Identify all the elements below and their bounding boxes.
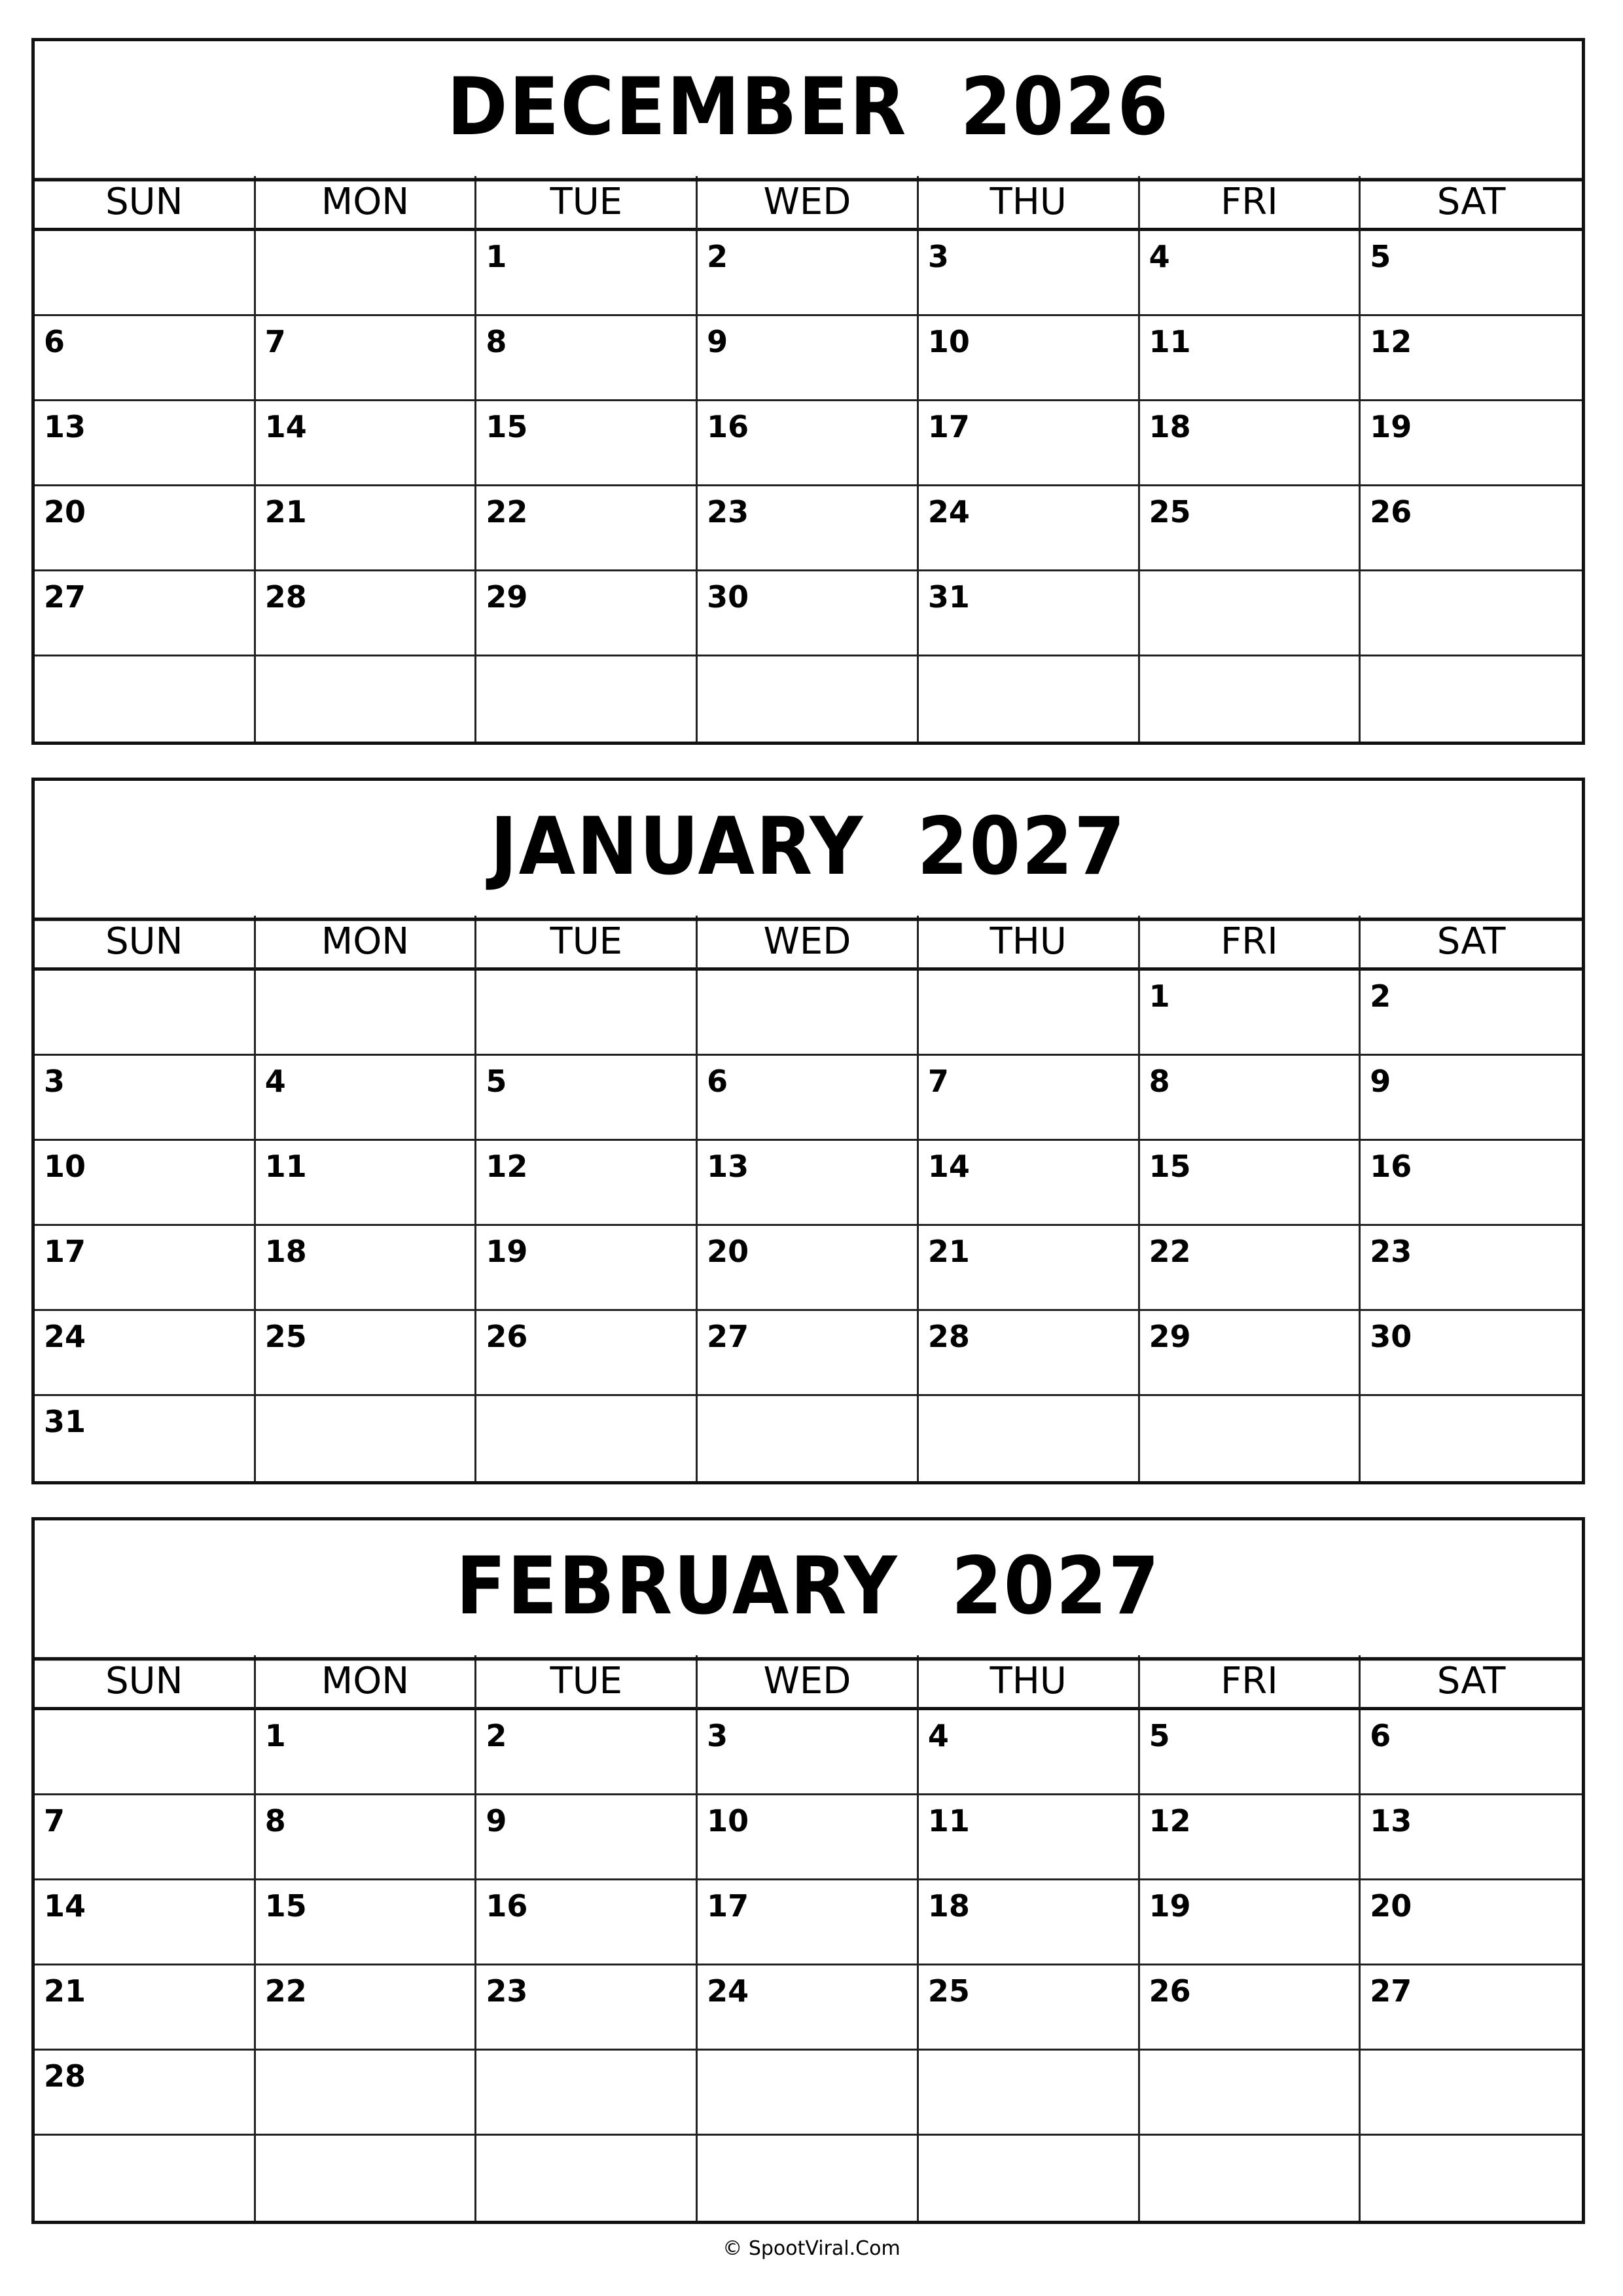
day-cell: [476, 316, 698, 401]
day-cell: [256, 1141, 477, 1226]
day-cell: [1361, 1141, 1582, 1226]
day-cell: [1140, 1965, 1361, 2051]
day-cell: [1361, 316, 1582, 401]
day-number: 19: [1370, 409, 1412, 444]
day-cell: [698, 231, 919, 316]
day-number: 23: [1370, 1234, 1412, 1269]
day-cell: [919, 1795, 1140, 1880]
day-cell: [698, 971, 919, 1056]
day-number: 23: [707, 494, 749, 529]
day-cell: [35, 571, 256, 656]
day-number: 2: [486, 1718, 507, 1753]
day-cell: [1140, 571, 1361, 656]
day-number: 10: [707, 1803, 749, 1839]
day-number: 11: [927, 1803, 970, 1839]
day-cell: [919, 1710, 1140, 1795]
day-number: 23: [486, 1973, 528, 2009]
day-cell: [256, 2051, 477, 2136]
day-cell: [256, 1710, 477, 1795]
day-cell: [1140, 401, 1361, 486]
day-number: 15: [486, 409, 528, 444]
day-number: 7: [44, 1803, 65, 1839]
day-cell: [256, 231, 477, 316]
day-cell: [256, 486, 477, 571]
day-cell: [698, 316, 919, 401]
day-cell: [35, 486, 256, 571]
day-number: 12: [1370, 324, 1412, 359]
day-number: 25: [264, 1319, 307, 1354]
day-cell: [476, 656, 698, 742]
day-number: 10: [927, 324, 970, 359]
day-cell: [1140, 1396, 1361, 1481]
day-number: 26: [486, 1319, 528, 1354]
month-title: DECEMBER 2026: [35, 36, 1582, 181]
day-cell: [476, 971, 698, 1056]
day-number: 19: [486, 1234, 528, 1269]
day-number: 12: [1149, 1803, 1191, 1839]
day-cell: [256, 971, 477, 1056]
day-cell: [698, 656, 919, 742]
day-number: 21: [44, 1973, 86, 2009]
day-cell: [919, 486, 1140, 571]
day-number: 28: [264, 579, 307, 615]
day-number: 29: [1149, 1319, 1191, 1354]
day-cell: [1361, 656, 1582, 742]
day-cell: [35, 971, 256, 1056]
day-number: 30: [707, 579, 749, 615]
weekday-header: SUN: [35, 916, 256, 971]
day-number: 16: [1370, 1149, 1412, 1184]
day-number: 22: [1149, 1234, 1191, 1269]
day-number: 4: [1149, 239, 1170, 274]
day-cell: [919, 2136, 1140, 2221]
day-cell: [1361, 1396, 1582, 1481]
day-cell: [919, 1311, 1140, 1396]
day-cell: [698, 486, 919, 571]
day-number: 24: [927, 494, 970, 529]
weekday-header: MON: [256, 176, 477, 231]
day-cell: [35, 231, 256, 316]
weekday-header: THU: [919, 1655, 1140, 1710]
day-cell: [1361, 401, 1582, 486]
day-cell: [1140, 1795, 1361, 1880]
day-cell: [476, 1311, 698, 1396]
day-cell: [1140, 1226, 1361, 1311]
day-number: 9: [486, 1803, 507, 1839]
day-cell: [1361, 486, 1582, 571]
day-number: 14: [264, 409, 307, 444]
day-number: 5: [486, 1064, 507, 1099]
weekday-header: FRI: [1140, 916, 1361, 971]
day-number: 17: [44, 1234, 86, 1269]
weekday-header: SAT: [1361, 916, 1582, 971]
day-cell: [1361, 1880, 1582, 1965]
day-number: 10: [44, 1149, 86, 1184]
day-cell: [1361, 1965, 1582, 2051]
day-cell: [35, 1396, 256, 1481]
day-cell: [35, 1880, 256, 1965]
day-cell: [1140, 2136, 1361, 2221]
day-number: 21: [927, 1234, 970, 1269]
day-cell: [35, 1226, 256, 1311]
weekday-header: WED: [698, 1655, 919, 1710]
day-cell: [1140, 1056, 1361, 1141]
day-cell: [35, 1795, 256, 1880]
day-number: 13: [44, 409, 86, 444]
day-cell: [476, 2051, 698, 2136]
day-cell: [698, 1880, 919, 1965]
day-cell: [1140, 971, 1361, 1056]
weekday-header: SUN: [35, 176, 256, 231]
weekday-header: FRI: [1140, 176, 1361, 231]
month-grid: [35, 1655, 1582, 2221]
day-cell: [698, 2051, 919, 2136]
month-calendar: [31, 1517, 1585, 2224]
day-cell: [1140, 1880, 1361, 1965]
day-cell: [1140, 486, 1361, 571]
day-cell: [476, 571, 698, 656]
day-number: 6: [44, 324, 65, 359]
day-number: 16: [707, 409, 749, 444]
day-cell: [256, 1056, 477, 1141]
day-number: 28: [927, 1319, 970, 1354]
day-number: 26: [1370, 494, 1412, 529]
day-cell: [476, 231, 698, 316]
weekday-header: SAT: [1361, 1655, 1582, 1710]
day-cell: [256, 1311, 477, 1396]
day-number: 22: [486, 494, 528, 529]
day-cell: [476, 2136, 698, 2221]
day-cell: [1140, 316, 1361, 401]
day-cell: [35, 1141, 256, 1226]
day-cell: [256, 1880, 477, 1965]
day-number: 3: [927, 239, 949, 274]
day-number: 20: [707, 1234, 749, 1269]
day-cell: [919, 656, 1140, 742]
day-cell: [476, 1795, 698, 1880]
day-number: 1: [264, 1718, 286, 1753]
day-cell: [476, 1396, 698, 1481]
day-number: 29: [486, 579, 528, 615]
day-number: 11: [1149, 324, 1191, 359]
day-number: 2: [1370, 978, 1391, 1014]
weekday-header: MON: [256, 916, 477, 971]
day-number: 3: [707, 1718, 728, 1753]
day-cell: [698, 2136, 919, 2221]
day-number: 6: [1370, 1718, 1391, 1753]
day-number: 15: [264, 1888, 307, 1924]
day-cell: [35, 2051, 256, 2136]
day-number: 6: [707, 1064, 728, 1099]
day-cell: [476, 1226, 698, 1311]
day-number: 8: [1149, 1064, 1170, 1099]
day-cell: [476, 486, 698, 571]
day-cell: [698, 571, 919, 656]
day-cell: [698, 1311, 919, 1396]
day-number: 26: [1149, 1973, 1191, 2009]
day-number: 9: [1370, 1064, 1391, 1099]
day-number: 1: [486, 239, 507, 274]
weekday-header: SUN: [35, 1655, 256, 1710]
day-number: 9: [707, 324, 728, 359]
day-number: 27: [1370, 1973, 1412, 2009]
weekday-header: MON: [256, 1655, 477, 1710]
day-cell: [919, 1396, 1140, 1481]
day-cell: [35, 316, 256, 401]
day-cell: [256, 1965, 477, 2051]
month-title: FEBRUARY 2027: [35, 1515, 1582, 1660]
day-cell: [698, 401, 919, 486]
day-cell: [256, 1795, 477, 1880]
day-cell: [256, 316, 477, 401]
day-cell: [1361, 2136, 1582, 2221]
day-cell: [476, 1141, 698, 1226]
day-number: 15: [1149, 1149, 1191, 1184]
day-number: 27: [707, 1319, 749, 1354]
day-number: 18: [1149, 409, 1191, 444]
day-cell: [256, 656, 477, 742]
day-number: 1: [1149, 978, 1170, 1014]
day-cell: [919, 2051, 1140, 2136]
day-cell: [698, 1795, 919, 1880]
footer-copyright: © SpootViral.Com: [722, 2237, 901, 2260]
day-cell: [698, 1965, 919, 2051]
month-title: JANUARY 2027: [35, 776, 1582, 921]
day-cell: [919, 1056, 1140, 1141]
day-cell: [1361, 2051, 1582, 2136]
day-cell: [1140, 1141, 1361, 1226]
day-number: 8: [264, 1803, 286, 1839]
day-cell: [476, 1965, 698, 2051]
weekday-header: FRI: [1140, 1655, 1361, 1710]
day-cell: [698, 1710, 919, 1795]
day-number: 25: [1149, 494, 1191, 529]
day-number: 22: [264, 1973, 307, 2009]
day-cell: [476, 1056, 698, 1141]
weekday-header: WED: [698, 176, 919, 231]
day-number: 4: [927, 1718, 949, 1753]
day-cell: [919, 1141, 1140, 1226]
day-number: 28: [44, 2058, 86, 2094]
day-number: 7: [927, 1064, 949, 1099]
weekday-header: TUE: [476, 916, 698, 971]
day-number: 4: [264, 1064, 286, 1099]
day-number: 3: [44, 1064, 65, 1099]
weekday-header: THU: [919, 916, 1140, 971]
day-cell: [698, 1396, 919, 1481]
day-cell: [35, 401, 256, 486]
day-number: 13: [707, 1149, 749, 1184]
day-number: 30: [1370, 1319, 1412, 1354]
day-cell: [256, 1226, 477, 1311]
day-number: 11: [264, 1149, 307, 1184]
day-number: 31: [927, 579, 970, 615]
day-cell: [919, 231, 1140, 316]
day-number: 8: [486, 324, 507, 359]
day-number: 16: [486, 1888, 528, 1924]
day-cell: [919, 1226, 1140, 1311]
day-cell: [1361, 571, 1582, 656]
day-cell: [1361, 1795, 1582, 1880]
month-calendar: [31, 778, 1585, 1484]
day-number: 14: [44, 1888, 86, 1924]
day-number: 19: [1149, 1888, 1191, 1924]
day-cell: [256, 1396, 477, 1481]
day-cell: [919, 316, 1140, 401]
day-cell: [1140, 1311, 1361, 1396]
day-cell: [1140, 656, 1361, 742]
day-number: 5: [1149, 1718, 1170, 1753]
day-number: 24: [44, 1319, 86, 1354]
day-number: 18: [264, 1234, 307, 1269]
day-number: 12: [486, 1149, 528, 1184]
day-cell: [1361, 231, 1582, 316]
day-cell: [476, 1880, 698, 1965]
day-number: 17: [927, 409, 970, 444]
day-cell: [256, 2136, 477, 2221]
day-cell: [1361, 971, 1582, 1056]
day-cell: [698, 1056, 919, 1141]
day-cell: [476, 401, 698, 486]
month-grid: [35, 176, 1582, 742]
month-grid: [35, 916, 1582, 1481]
day-cell: [919, 1965, 1140, 2051]
day-number: 14: [927, 1149, 970, 1184]
day-cell: [256, 571, 477, 656]
day-number: 31: [44, 1404, 86, 1439]
day-cell: [1361, 1311, 1582, 1396]
day-number: 24: [707, 1973, 749, 2009]
month-calendar: [31, 38, 1585, 745]
day-cell: [35, 656, 256, 742]
day-cell: [919, 1880, 1140, 1965]
day-number: 5: [1370, 239, 1391, 274]
weekday-header: THU: [919, 176, 1140, 231]
day-number: 2: [707, 239, 728, 274]
day-number: 17: [707, 1888, 749, 1924]
day-cell: [919, 401, 1140, 486]
day-cell: [1140, 1710, 1361, 1795]
day-cell: [919, 971, 1140, 1056]
day-cell: [919, 571, 1140, 656]
weekday-header: TUE: [476, 1655, 698, 1710]
day-cell: [698, 1141, 919, 1226]
day-cell: [35, 1965, 256, 2051]
day-cell: [35, 1311, 256, 1396]
day-number: 20: [44, 494, 86, 529]
day-number: 18: [927, 1888, 970, 1924]
day-cell: [256, 401, 477, 486]
day-cell: [1140, 2051, 1361, 2136]
day-number: 25: [927, 1973, 970, 2009]
day-cell: [35, 2136, 256, 2221]
day-number: 13: [1370, 1803, 1412, 1839]
day-number: 7: [264, 324, 286, 359]
day-cell: [35, 1710, 256, 1795]
day-cell: [1361, 1056, 1582, 1141]
weekday-header: SAT: [1361, 176, 1582, 231]
weekday-header: WED: [698, 916, 919, 971]
day-cell: [1361, 1710, 1582, 1795]
day-cell: [698, 1226, 919, 1311]
day-cell: [476, 1710, 698, 1795]
day-number: 21: [264, 494, 307, 529]
day-number: 27: [44, 579, 86, 615]
day-cell: [1140, 231, 1361, 316]
day-cell: [1361, 1226, 1582, 1311]
day-cell: [35, 1056, 256, 1141]
weekday-header: TUE: [476, 176, 698, 231]
day-number: 20: [1370, 1888, 1412, 1924]
